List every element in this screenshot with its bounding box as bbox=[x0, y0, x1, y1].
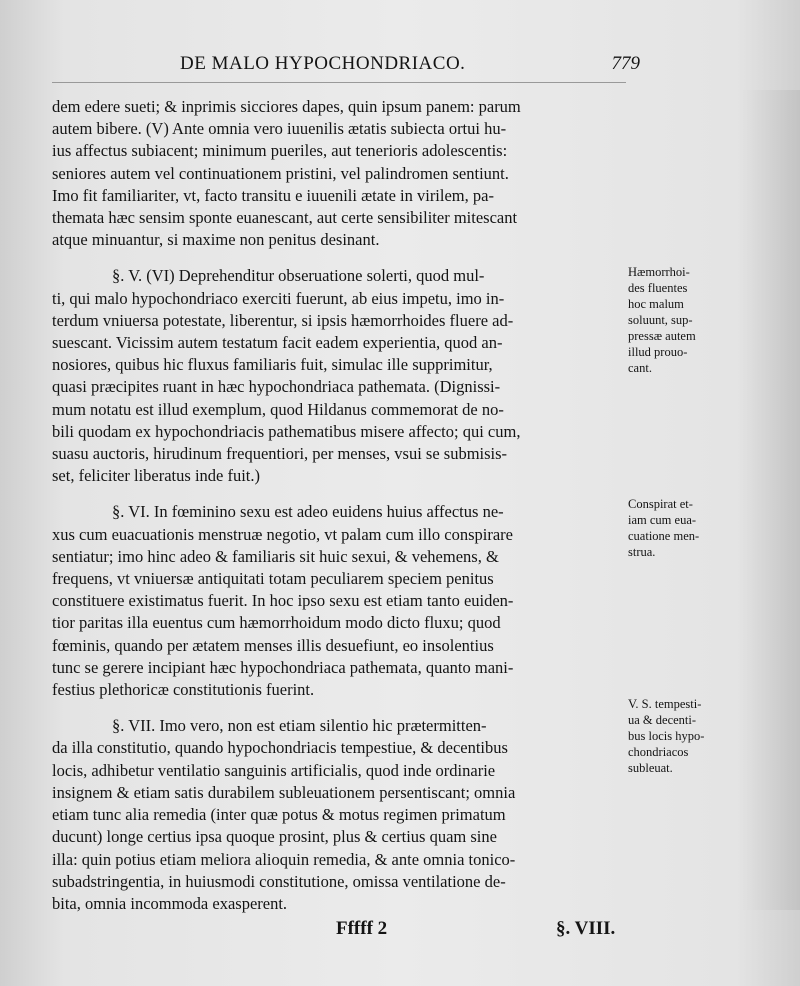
text-line: fœminis, quando per ætatem menses illis desuefiunt, eo insolentius bbox=[52, 635, 494, 655]
text-line: §. V. (VI) Deprehenditur obseruatione solerti, quod mul- bbox=[112, 266, 485, 286]
margin-line: cant. bbox=[628, 361, 652, 375]
paragraph-section-vii bbox=[52, 715, 626, 915]
paragraph-section-vi bbox=[52, 501, 626, 701]
text-line: autem bibere. (V) Ante omnia vero iuuenilis ætatis subiecta ortui hu- bbox=[52, 119, 507, 139]
text-line: themata hæc sensim sponte euanescant, aut certe sensibiliter mitescant bbox=[52, 208, 518, 228]
text-line: etiam tunc alia remedia (inter quæ potus & motus regimen primatum bbox=[52, 805, 506, 825]
margin-line: soluunt, sup- bbox=[628, 313, 693, 327]
text-line: Imo fit familiariter, vt, facto transitu e iuuenili ætate in virilem, pa- bbox=[52, 185, 494, 205]
paragraph-section-v bbox=[52, 265, 626, 487]
margin-line: des fluentes bbox=[628, 281, 688, 295]
text-line: mum notatu est illud exemplum, quod Hildanus commemorat de no- bbox=[52, 399, 504, 419]
margin-line: ua & decenti- bbox=[628, 713, 697, 727]
text-line: ducunt) longe certius ipsa quoque prosint, plus & certius quam sine bbox=[52, 827, 497, 847]
marginal-note-menstruation bbox=[628, 496, 748, 560]
text-line: illa: quin potius etiam meliora alioquin remedia, & ante omnia tonico- bbox=[52, 849, 516, 869]
margin-line: cuatione men- bbox=[628, 529, 700, 543]
text-line: suasu auctoris, hirudinum frequentiori, per menses, vsui se submisis- bbox=[52, 444, 508, 464]
text-line: suescant. Vicissim autem testatum facit eadem experientia, quod an- bbox=[52, 333, 503, 353]
catchword: §. VIII. bbox=[556, 918, 616, 939]
text-line: §. VI. In fœminino sexu est adeo euidens huius affectus ne- bbox=[112, 502, 504, 522]
text-line: §. VII. Imo vero, non est etiam silentio hic prætermitten- bbox=[112, 716, 487, 736]
text-line: bita, omnia incommoda exasperent. bbox=[52, 893, 288, 913]
marginal-note-venesection bbox=[628, 696, 748, 776]
text-line: tunc se gerere incipiant hæc hypochondriaca pathemata, quanto mani- bbox=[52, 657, 514, 677]
margin-line: bus locis hypo- bbox=[628, 729, 705, 743]
text-line: quasi præcipites ruant in hæc hypochondriaca pathemata. (Dignissi- bbox=[52, 377, 501, 397]
page-edge-shadow bbox=[740, 90, 800, 910]
margin-line: hoc malum bbox=[628, 297, 684, 311]
page-number: 779 bbox=[611, 53, 640, 74]
text-line: xus cum euacuationis menstruæ negotio, vt palam cum illo conspirare bbox=[52, 524, 513, 544]
text-line: tior paritas illa euentus cum hæmorrhoidum modo dicto fluxu; quod bbox=[52, 613, 501, 633]
marginal-note-haemorrhoids bbox=[628, 264, 748, 376]
text-line: ti, qui malo hypochondriaco exerciti fuerunt, ab eius impetu, imo in- bbox=[52, 288, 505, 308]
text-line: set, feliciter liberatus inde fuit.) bbox=[52, 466, 261, 486]
page-footer bbox=[0, 918, 800, 948]
text-line: ius affectus subiacent; minimum pueriles, aut tenerioris adolescentis: bbox=[52, 141, 508, 161]
margin-line: Conspirat et- bbox=[628, 497, 693, 511]
margin-line: strua. bbox=[628, 545, 656, 559]
margin-line: Hæmorrhoi- bbox=[628, 265, 690, 279]
text-line: nosiores, quibus hic fluxus familiaris fuit, simulac ille supprimitur, bbox=[52, 355, 493, 375]
margin-line: illud prouo- bbox=[628, 345, 688, 359]
text-line: sentiatur; imo hinc adeo & familiaris sit huic sexui, & vehemens, & bbox=[52, 546, 499, 566]
running-title: DE MALO HYPOCHONDRIACO. bbox=[180, 53, 466, 74]
margin-line: subleuat. bbox=[628, 761, 673, 775]
margin-line: chondriacos bbox=[628, 745, 689, 759]
text-line: festius plethoricæ constitutionis fuerint. bbox=[52, 680, 315, 700]
main-text bbox=[52, 96, 626, 929]
margin-line: iam cum eua- bbox=[628, 513, 697, 527]
margin-line: pressæ autem bbox=[628, 329, 696, 343]
text-line: dem edere sueti; & inprimis sicciores dapes, quin ipsum panem: parum bbox=[52, 97, 521, 116]
text-line: insignem & etiam satis durabilem subleuationem persentiscant; omnia bbox=[52, 782, 516, 802]
text-line: terdum vniuersa potestate, liberentur, si ipsis hæmorrhoides fluere ad- bbox=[52, 310, 514, 330]
text-line: subadstringentia, in huiusmodi constitutione, omissa ventilatione de- bbox=[52, 871, 506, 891]
header-rule bbox=[52, 82, 626, 83]
text-line: frequens, vt vniuersæ antiquitati totam peculiarem speciem penitus bbox=[52, 569, 494, 589]
signature-mark: Fffff 2 bbox=[336, 918, 388, 939]
running-header bbox=[170, 53, 640, 81]
text-line: atque minuantur, si maxime non penitus desinant. bbox=[52, 230, 380, 250]
text-line: locis, adhibetur ventilatio sanguinis artificialis, quod inde ordinarie bbox=[52, 760, 496, 780]
text-line: constituere existimatus fuerit. In hoc ipso sexu est etiam tanto euiden- bbox=[52, 591, 514, 611]
text-line: da illa constitutio, quando hypochondriacis tempestiue, & decentibus bbox=[52, 738, 508, 758]
paragraph-continuation bbox=[52, 96, 626, 251]
text-line: seniores autem vel continuationem pristini, vel palindromen sentiunt. bbox=[52, 163, 509, 183]
margin-line: V. S. tempesti- bbox=[628, 697, 702, 711]
text-line: bili quodam ex hypochondriacis pathematibus misere affecto; qui cum, bbox=[52, 421, 521, 441]
